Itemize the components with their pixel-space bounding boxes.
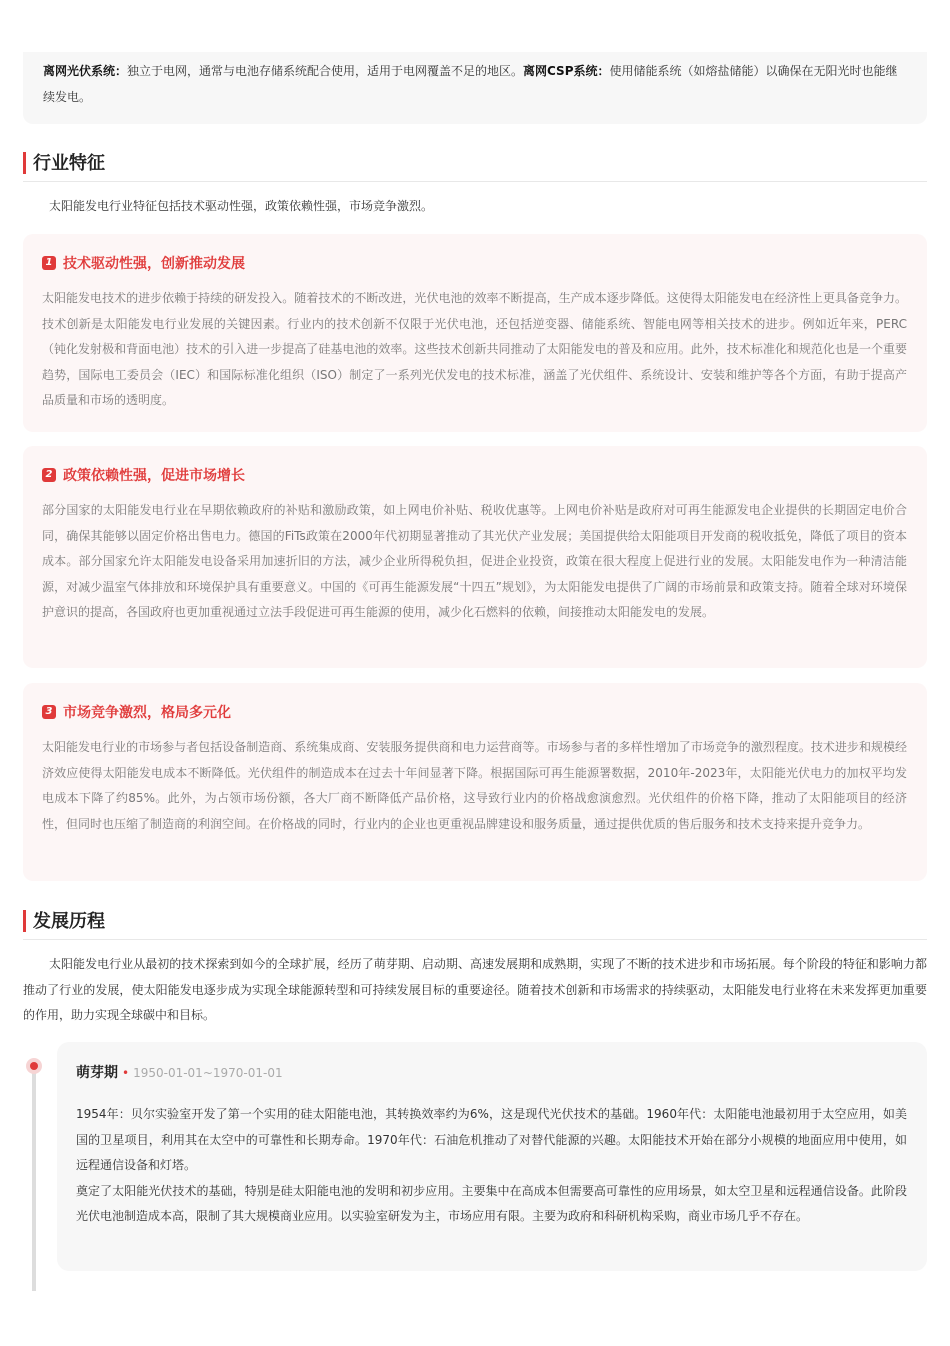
stage-card-embryonic <box>57 1042 927 1271</box>
history-intro: 太阳能发电行业从最初的技术探索到如今的全球扩展，经历了萌芽期、启动期、高速发展期和成熟期，实现了不断的技术进步和市场拓展。每个阶段的特征和影响力都推动了行业的发展，使太阳能发电逐步成为实现全球能源转型和可持续发展目标的重要途径。随着技术创新和市场需求的持续驱动，太阳能发电行业将在未来发挥更加重要的作用，助力实现全球碳中和目标。 <box>23 957 927 1022</box>
feature-number-badge: 3 <box>42 705 56 719</box>
feature-card-title: 市场竞争激烈，格局多元化 <box>63 705 231 721</box>
feature-card-2 <box>23 446 927 668</box>
section-title: 发展历程 <box>33 911 105 932</box>
timeline-line <box>32 1066 36 1291</box>
stage-body <box>76 1102 907 1230</box>
feature-card-body: 部分国家的太阳能发电行业在早期依赖政府的补贴和激励政策，如上网电价补贴、税收优惠等。上网电价补贴是政府对可再生能源发电企业提供的长期固定电价合同，确保其能够以固定价格出售电力。德国的FiTs政策在2000年代初期显著推动了其光伏产业发展；美国提供给太阳能项目开发商的税收抵免，降低了项目的资本成本。部分国家允许太阳能发电设备采用加速折旧的方法，减少企业所得税负担，促进企业投资，政策在很大程度上促进行业的发展。太阳能发电作为一种清洁能源，对减少温室气体排放和环境保护具有重要意义。中国的《可再生能源发展“十四五”规划》，为太阳能发电提供了广阔的市场前景和政策支持。随着全球对环境保护意识的提高，各国政府也更加重视通过立法手段促进可再生能源的使用，减少化石燃料的依赖，间接推动太阳能发电的发展。 <box>42 503 907 619</box>
industry-features-intro: 太阳能发电行业特征包括技术驱动性强，政策依赖性强，市场竞争激烈。 <box>49 199 434 213</box>
feature-card-header <box>42 701 907 723</box>
offgrid-csp-text: 使用储能系统（如熔盐储能）以确保在无阳光时也能继续发电。 <box>43 64 898 104</box>
feature-card-3 <box>23 683 927 881</box>
stage-header <box>76 1062 907 1082</box>
feature-card-body: 太阳能发电行业的市场参与者包括设备制造商、系统集成商、安装服务提供商和电力运营商等。市场参与者的多样性增加了市场竞争的激烈程度。技术进步和规模经济效应使得太阳能发电成本不断降低。光伏组件的制造成本在过去十年间显著下降。根据国际可再生能源署数据，2010年-2023年，太阳能光伏电力的加权平均发电成本下降了约85%。此外，为占领市场份额，各大厂商不断降低产品价格，这导致行业内的价格战愈演愈烈。光伏组件的价格下降，推动了太阳能项目的经济性，但同时也压缩了制造商的利润空间。在价格战的同时，行业内的企业也更重视品牌建设和服务质量，通过提供优质的售后服务和技术支持来提升竞争力。 <box>42 740 907 831</box>
feature-number-badge: 2 <box>42 468 56 482</box>
stage-date-range: 1950-01-01~1970-01-01 <box>133 1066 283 1080</box>
feature-card-header <box>42 464 907 486</box>
stage-separator: • <box>122 1066 130 1080</box>
industry-features-header <box>23 144 927 182</box>
feature-card-body: 太阳能发电技术的进步依赖于持续的研发投入。随着技术的不断改进，光伏电池的效率不断提高，生产成本逐步降低。这使得太阳能发电在经济性上更具备竞争力。技术创新是太阳能发电行业发展的关键因素。行业内的技术创新不仅限于光伏电池，还包括逆变器、储能系统、智能电网等相关技术的进步。例如近年来，PERC（钝化发射极和背面电池）技术的引入进一步提高了硅基电池的效率。这些技术创新共同推动了太阳能发电的普及和应用。此外，技术标准化和规范化也是一个重要趋势，国际电工委员会（IEC）和国际标准化组织（ISO）制定了一系列光伏发电的技术标准，涵盖了光伏组件、系统设计、安装和维护等各个方面，有助于提高产品质量和市场的透明度。 <box>42 291 907 407</box>
stage-paragraph-summary: 奠定了太阳能光伏技术的基础，特别是硅太阳能电池的发明和初步应用。主要集中在高成本但需要高可靠性的应用场景，如太空卫星和远程通信设备。此阶段光伏电池制造成本高，限制了其大规模商业应用。以实验室研发为主，市场应用有限。主要为政府和科研机构采购，商业市场几乎不存在。 <box>76 1183 907 1223</box>
feature-card-title: 技术驱动性强，创新推动发展 <box>63 256 245 272</box>
section-accent-bar <box>23 910 26 932</box>
feature-card-header <box>42 252 907 274</box>
offgrid-systems-box <box>23 52 927 124</box>
section-title: 行业特征 <box>33 153 105 174</box>
feature-card-title: 政策依赖性强，促进市场增长 <box>63 468 245 484</box>
feature-card-1 <box>23 234 927 432</box>
offgrid-pv-text: 独立于电网，通常与电池存储系统配合使用，适用于电网覆盖不足的地区。 <box>127 64 524 78</box>
section-accent-bar <box>23 152 26 174</box>
offgrid-csp-label: 离网CSP系统： <box>523 64 610 78</box>
timeline-dot-icon <box>26 1058 42 1074</box>
offgrid-pv-label: 离网光伏系统： <box>43 64 128 78</box>
stage-name: 萌芽期 <box>76 1065 118 1081</box>
feature-number-badge: 1 <box>42 256 56 270</box>
history-header <box>23 902 927 940</box>
stage-paragraph-events: 1954年：贝尔实验室开发了第一个实用的硅太阳能电池，其转换效率约为6%，这是现代光伏技术的基础。1960年代：太阳能电池最初用于太空应用，如美国的卫星项目，利用其在太空中的可靠性和长期寿命。1970年代：石油危机推动了对替代能源的兴趣。太阳能技术开始在部分小规模的地面应用中使用，如远程通信设备和灯塔。 <box>76 1107 907 1172</box>
